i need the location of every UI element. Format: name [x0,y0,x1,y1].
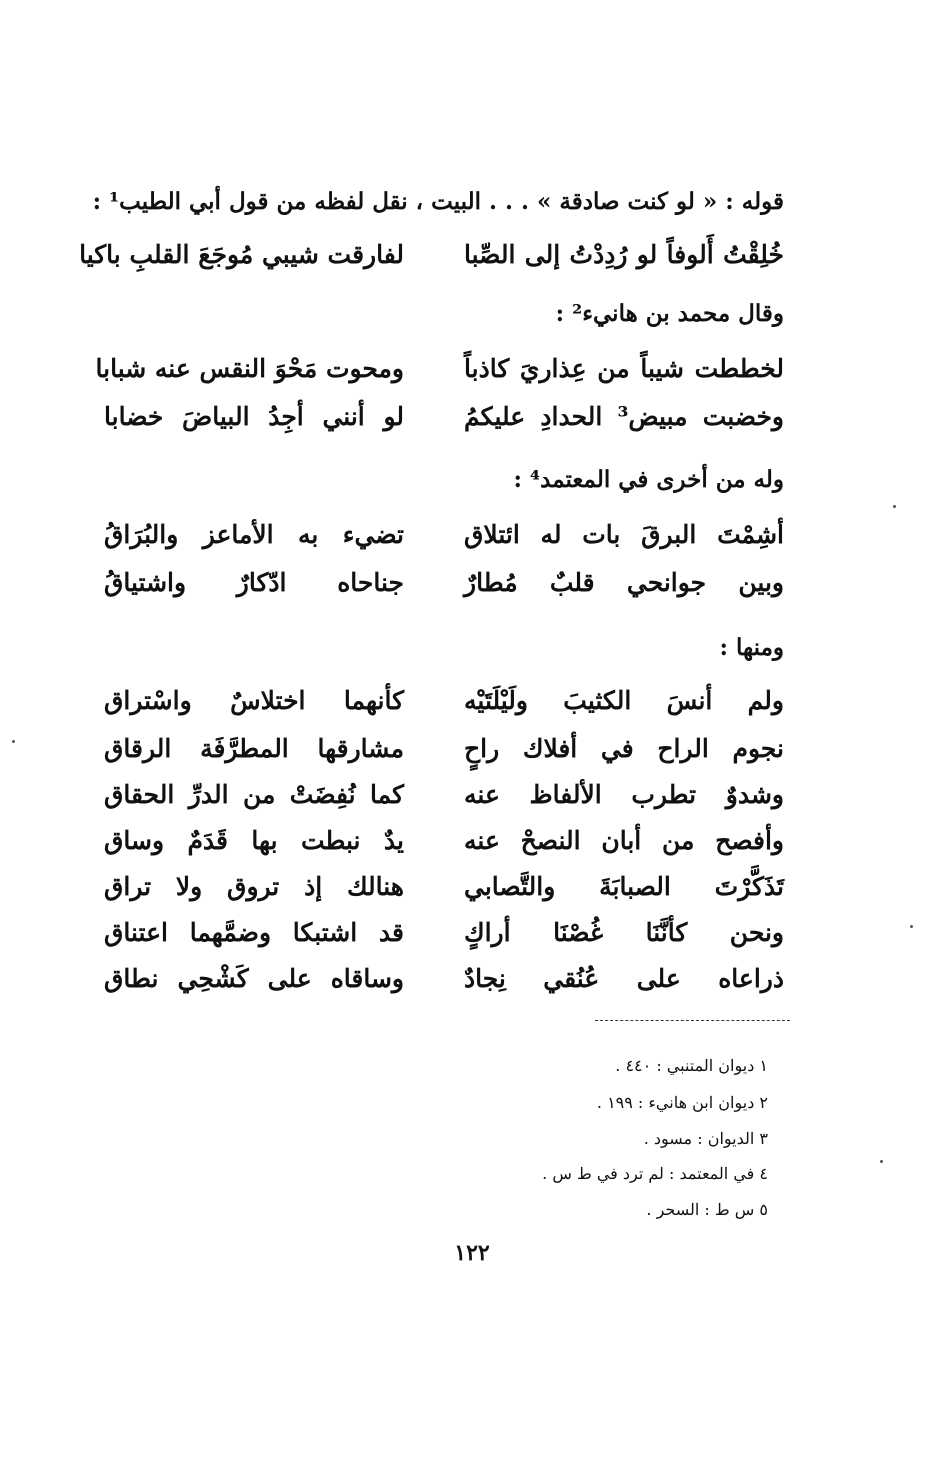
verse-first-hemistich: خُلِقْتُ أَلوفاً لو رُدِدْتُ إلى الصِّبا [464,240,784,269]
verse [104,568,784,616]
verse-first-hemistich: وبين جوانحي قلبٌ مُطارٌ [464,568,784,597]
verse-first-hemistich: تَذَكَّرْتَ الصبابَةَ والتَّصابي [464,872,784,901]
verse [79,240,784,288]
verse-first-hemistich: لخططت شيباً من عِذاريَ كاذباً [464,354,784,383]
verse-second-hemistich: تضيء به الأماعز والبُرَاقُ [104,520,404,549]
verse-second-hemistich: هنالك إذ تروق ولا تراق [104,872,404,901]
verse [104,520,784,568]
verse-second-hemistich: وساقاه على كَشْحِي نطاق [104,964,404,993]
verse-first-hemistich: نجوم الراح في أفلاك راحٍ [464,734,784,763]
footnote: ٢ ديوان ابن هانيء : ١٩٩ . [596,1093,768,1112]
footnote: ٥ س ط : السحر . [646,1200,768,1219]
verse [104,686,784,734]
verse [104,780,784,828]
scan-speck [893,505,896,508]
verse [104,918,784,966]
footnote: ٤ في المعتمد : لم ترد في ط س . [542,1164,768,1183]
scan-speck [880,1160,883,1163]
section-heading: وله من أخرى في المعتمد⁴ : [513,466,784,493]
section-heading: ومنها : [719,634,784,661]
verse-first-hemistich: وشدوٌ تطرب الألفاظ عنه [464,780,784,809]
page-number: ١٢٢ [454,1240,490,1266]
verse [104,734,784,782]
verse-first-hemistich: أشِمْتَ البرقَ بات له ائتلاق [464,520,784,549]
verse [104,964,784,1012]
verse-first-hemistich: ذراعاه على عُنُقي نِجادٌ [464,964,784,993]
intro-line: قوله : « لو كنت صادقة » . . . البيت ، نقل لفظه من قول أبي الطيب¹ : [92,188,784,215]
footnote-separator [595,1020,790,1021]
verse-first-hemistich: وخضبت مبيض³ الحدادِ عليكمُ [464,402,784,431]
verse-second-hemistich: يدٌ نبطت بها قَدَمٌ وساق [104,826,404,855]
verse [104,872,784,920]
verse-second-hemistich: لو أنني أجِدُ البياضَ خضابا [104,402,404,431]
footnote: ١ ديوان المتنبي : ٤٤٠ . [615,1056,768,1075]
verse-second-hemistich: جناحاه ادّكارٌ واشتياقُ [104,568,404,597]
scan-speck [910,925,913,928]
verse-second-hemistich: كأنهما اختلاسٌ واسْتراق [104,686,404,715]
verse-second-hemistich: ومحوت مَحْوَ النقس عنه شبابا [95,354,404,383]
verse-second-hemistich: لفارقت شيبي مُوجَعَ القلبِ باكيا [79,240,404,269]
verse-second-hemistich: قد اشتبكا وضمَّهما اعتناق [104,918,404,947]
verse [104,402,784,450]
scan-speck [12,740,15,743]
verse [95,354,784,402]
verse-first-hemistich: ولم أنسَ الكثيبَ ولَيْلَتَيْه [464,686,784,715]
verse-second-hemistich: مشارقها المطرَّفَة الرقاق [104,734,404,763]
verse-first-hemistich: ونحن كأنَّنَا غُصْنَا أراكٍ [464,918,784,947]
verse-second-hemistich: كما نُفِضَتْ من الدرِّ الحقاق [104,780,404,809]
verse-first-hemistich: وأفصح من أبان النصحْ عنه [464,826,784,855]
verse [104,826,784,874]
section-heading: وقال محمد بن هانيء² : [555,300,784,327]
footnote: ٣ الديوان : مسود . [643,1129,768,1148]
